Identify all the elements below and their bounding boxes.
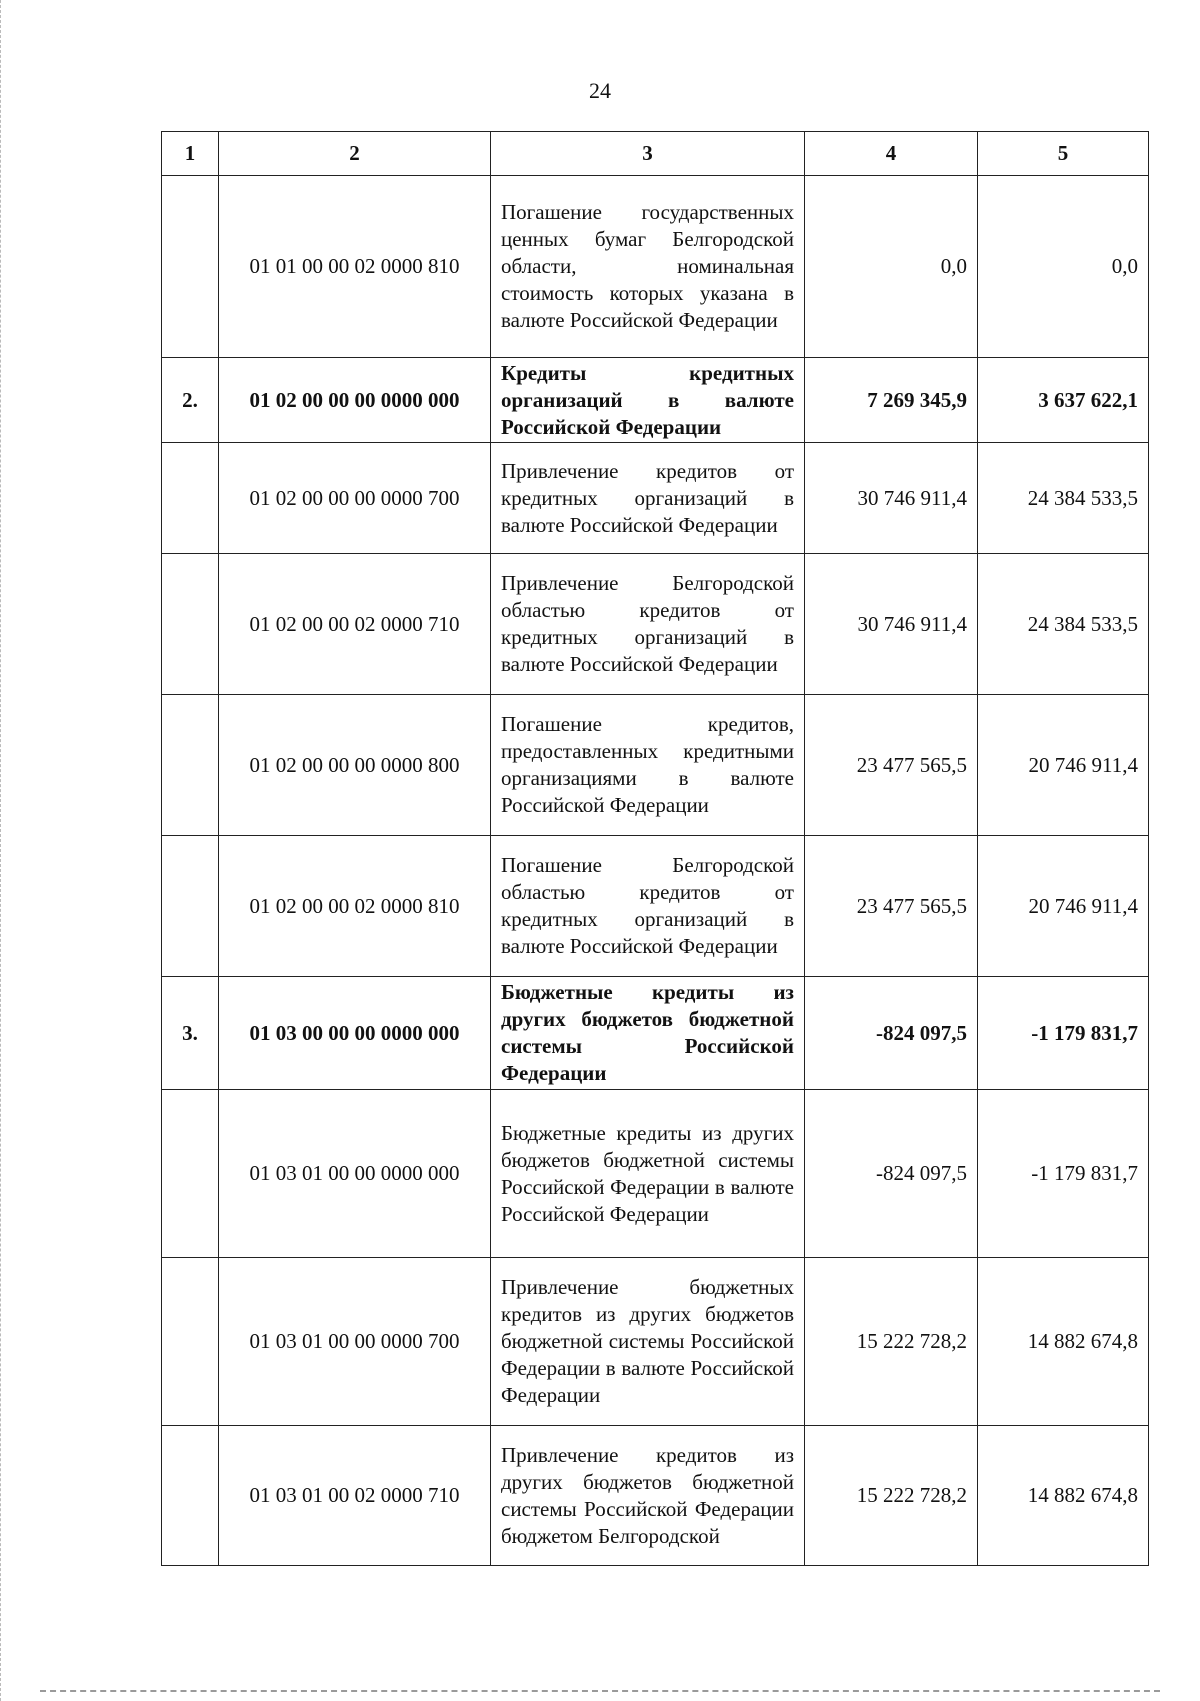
- table-row: [162, 176, 1149, 358]
- column-header-3: 3: [491, 132, 805, 176]
- budget-code: 01 02 00 00 00 0000 000: [219, 358, 491, 443]
- column-header-1: 1: [162, 132, 219, 176]
- amount-col4: 15 222 728,2: [805, 1426, 978, 1566]
- budget-sources-table: [161, 131, 1149, 1566]
- amount-col4: 30 746 911,4: [805, 443, 978, 554]
- row-number: 2.: [162, 358, 219, 443]
- budget-code: 01 01 00 00 02 0000 810: [219, 176, 491, 358]
- row-number: [162, 1426, 219, 1566]
- table-row: [162, 1258, 1149, 1426]
- amount-col5: 14 882 674,8: [978, 1258, 1149, 1426]
- amount-col4: 0,0: [805, 176, 978, 358]
- column-header-2: 2: [219, 132, 491, 176]
- row-number: [162, 443, 219, 554]
- column-header-4: 4: [805, 132, 978, 176]
- amount-col4: 15 222 728,2: [805, 1258, 978, 1426]
- row-description: Бюджетные кредиты из других бюджетов бюджетной системы Российской Федерации в валюте Российской Федерации: [491, 1090, 805, 1258]
- table-row: [162, 695, 1149, 836]
- table-row: [162, 1426, 1149, 1566]
- amount-col5: -1 179 831,7: [978, 977, 1149, 1090]
- table-row: [162, 443, 1149, 554]
- table-row: [162, 1090, 1149, 1258]
- budget-code: 01 02 00 00 00 0000 800: [219, 695, 491, 836]
- amount-col5: 24 384 533,5: [978, 554, 1149, 695]
- amount-col5: 24 384 533,5: [978, 443, 1149, 554]
- scan-edge-line: [0, 0, 4, 1701]
- row-description: Погашение государственных ценных бумаг Белгородской области, номинальная стоимость которых указана в валюте Российской Федерации: [491, 176, 805, 358]
- table-row: [162, 836, 1149, 977]
- amount-col4: -824 097,5: [805, 1090, 978, 1258]
- amount-col4: -824 097,5: [805, 977, 978, 1090]
- row-number: 3.: [162, 977, 219, 1090]
- row-description: Погашение Белгородской областью кредитов от кредитных организаций в валюте Российской Федерации: [491, 836, 805, 977]
- table-row-section: [162, 977, 1149, 1090]
- row-description: Привлечение бюджетных кредитов из других бюджетов бюджетной системы Российской Федерации в валюте Российской Федерации: [491, 1258, 805, 1426]
- amount-col4: 7 269 345,9: [805, 358, 978, 443]
- footer-scan-rule: [40, 1690, 1160, 1694]
- amount-col4: 30 746 911,4: [805, 554, 978, 695]
- budget-code: 01 02 00 00 02 0000 810: [219, 836, 491, 977]
- page-number: 24: [589, 78, 611, 103]
- amount-col4: 23 477 565,5: [805, 695, 978, 836]
- budget-code: 01 03 00 00 00 0000 000: [219, 977, 491, 1090]
- row-description: Привлечение кредитов от кредитных организаций в валюте Российской Федерации: [491, 443, 805, 554]
- amount-col5: 0,0: [978, 176, 1149, 358]
- row-number: [162, 1258, 219, 1426]
- budget-code: 01 02 00 00 00 0000 700: [219, 443, 491, 554]
- row-number: [162, 554, 219, 695]
- row-description: Привлечение кредитов из других бюджетов бюджетной системы Российской Федерации бюджетом Белгородской: [491, 1426, 805, 1566]
- budget-code: 01 03 01 00 00 0000 700: [219, 1258, 491, 1426]
- budget-code: 01 03 01 00 02 0000 710: [219, 1426, 491, 1566]
- budget-code: 01 02 00 00 02 0000 710: [219, 554, 491, 695]
- row-number: [162, 176, 219, 358]
- row-description: Привлечение Белгородской областью кредитов от кредитных организаций в валюте Российской Федерации: [491, 554, 805, 695]
- column-header-5: 5: [978, 132, 1149, 176]
- row-number: [162, 836, 219, 977]
- amount-col5: 20 746 911,4: [978, 836, 1149, 977]
- table-row-section: [162, 358, 1149, 443]
- amount-col4: 23 477 565,5: [805, 836, 978, 977]
- row-description: Кредиты кредитных организаций в валюте Российской Федерации: [491, 358, 805, 443]
- amount-col5: -1 179 831,7: [978, 1090, 1149, 1258]
- amount-col5: 3 637 622,1: [978, 358, 1149, 443]
- amount-col5: 14 882 674,8: [978, 1426, 1149, 1566]
- table-row: [162, 554, 1149, 695]
- row-number: [162, 695, 219, 836]
- table-header-row: [162, 132, 1149, 176]
- row-description: Погашение кредитов, предоставленных кредитными организациями в валюте Российской Федерации: [491, 695, 805, 836]
- budget-code: 01 03 01 00 00 0000 000: [219, 1090, 491, 1258]
- amount-col5: 20 746 911,4: [978, 695, 1149, 836]
- row-number: [162, 1090, 219, 1258]
- row-description: Бюджетные кредиты из других бюджетов бюджетной системы Российской Федерации: [491, 977, 805, 1090]
